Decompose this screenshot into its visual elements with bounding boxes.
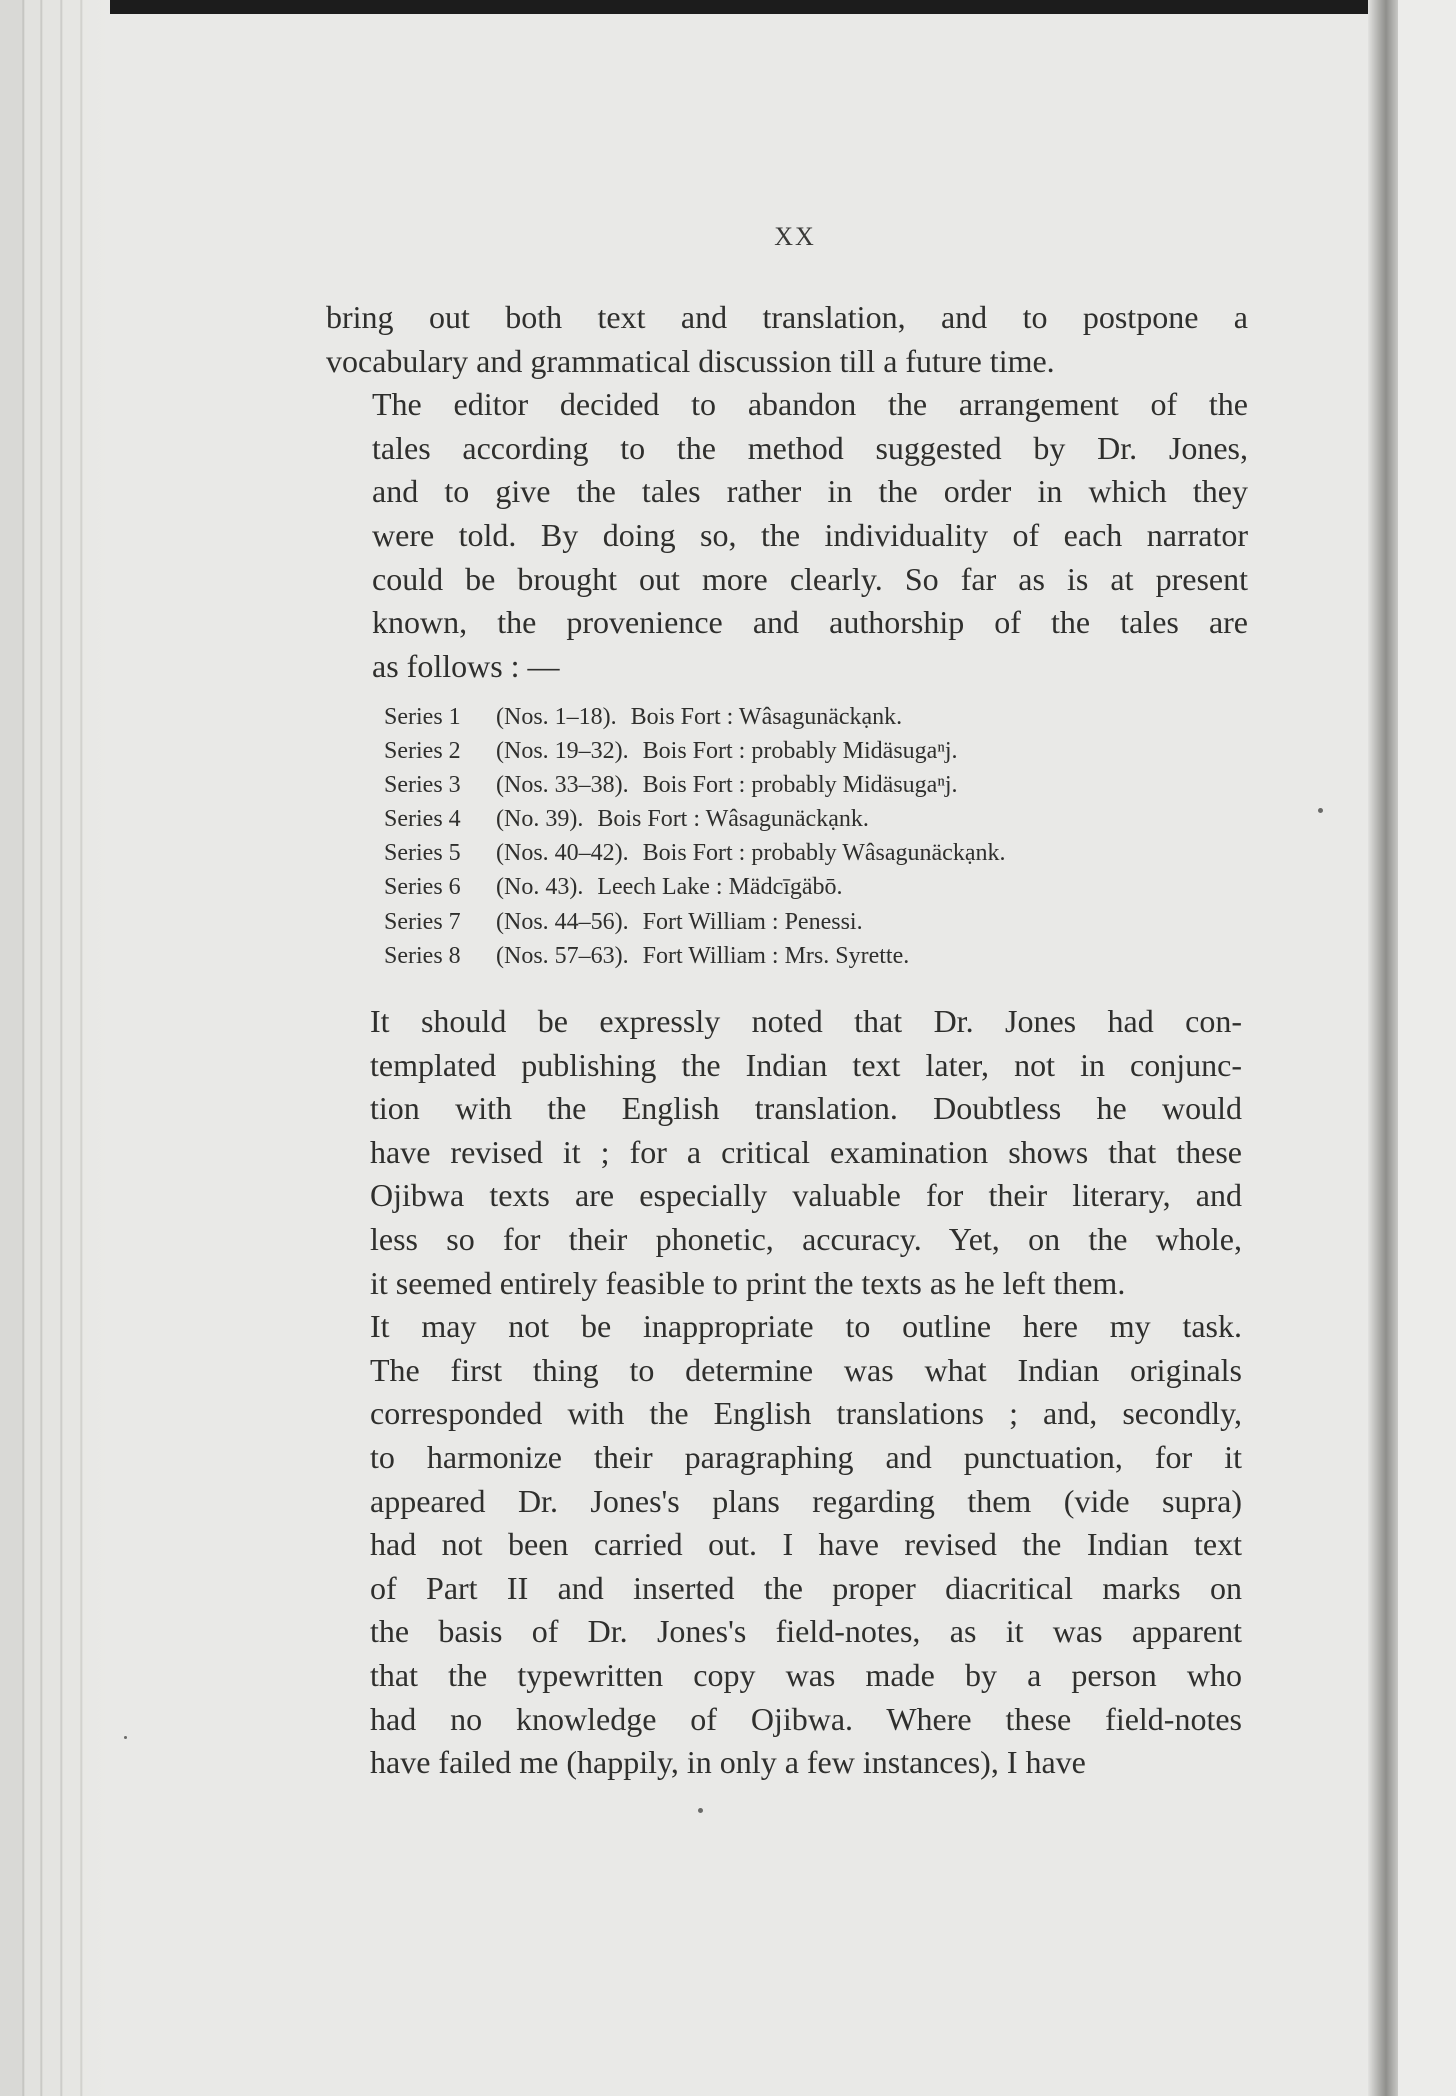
text-line: The editor decided to abandon the arrangement of the <box>372 386 1248 423</box>
series-row <box>384 905 1184 939</box>
text-line: that the typewritten copy was made by a person who <box>370 1656 1242 1693</box>
paragraph <box>326 383 1248 688</box>
series-label: Series 6 <box>384 874 461 901</box>
text-line: known, the provenience and authorship of the tales are <box>372 604 1248 641</box>
text-line: had no knowledge of Ojibwa. Where these field-notes <box>370 1700 1242 1737</box>
series-label: Series 4 <box>384 806 461 833</box>
series-row <box>384 939 1184 973</box>
text-line: bring out both text and translation, and to postpone a <box>326 299 1248 335</box>
series-numbers: (Nos. 1–18). <box>496 704 617 730</box>
text-line: templated publishing the Indian text later, not in conjunc- <box>370 1046 1242 1083</box>
text-line: appeared Dr. Jones's plans regarding them (vide supra) <box>370 1482 1242 1519</box>
paragraph <box>326 296 1248 383</box>
paragraph <box>324 1305 1242 1785</box>
text-line: it seemed entirely feasible to print the texts as he left them. <box>370 1264 1126 1301</box>
series-label: Series 5 <box>384 840 461 867</box>
series-numbers: (Nos. 19–32). <box>496 738 629 765</box>
text-line: It should be expressly noted that Dr. Jones had con- <box>370 1003 1242 1039</box>
series-row <box>384 734 1184 768</box>
series-label: Series 2 <box>384 738 461 765</box>
series-numbers: (Nos. 57–63). <box>496 942 629 969</box>
text-line: and to give the tales rather in the order in which they <box>372 473 1248 510</box>
scan-speck <box>124 1736 127 1739</box>
page-number: XX <box>774 222 816 251</box>
series-list <box>384 700 1184 973</box>
series-label: Series 3 <box>384 772 461 799</box>
series-source: Bois Fort : probably Midäsugaⁿj. <box>642 772 958 799</box>
series-source: Leech Lake : Mädcīgäbō. <box>597 874 843 901</box>
series-label: Series 7 <box>384 908 461 935</box>
text-line: less so for their phonetic, accuracy. Yet, on the whole, <box>370 1220 1242 1257</box>
body-text-bottom <box>324 1000 1242 1785</box>
text-line: as follows : — <box>372 647 560 684</box>
series-numbers: (Nos. 44–56). <box>496 908 629 935</box>
text-line: It may not be inappropriate to outline here my task. <box>370 1308 1242 1345</box>
text-line: have revised it ; for a critical examination shows that these <box>370 1133 1242 1170</box>
text-line: of Part II and inserted the proper diacritical marks on <box>370 1569 1242 1606</box>
book-gutter <box>1368 0 1398 2096</box>
text-line: could be brought out more clearly. So far as is at present <box>372 560 1248 597</box>
text-line: had not been carried out. I have revised the Indian text <box>370 1526 1242 1563</box>
text-line: the basis of Dr. Jones's field-notes, as it was apparent <box>370 1613 1242 1650</box>
text-line: have failed me (happily, in only a few instances), I have <box>370 1744 1086 1781</box>
paragraph <box>324 1000 1242 1305</box>
top-scan-edge <box>0 0 1456 14</box>
text-line: corresponded with the English translations ; and, secondly, <box>370 1395 1242 1432</box>
series-row <box>384 802 1184 836</box>
series-label: Series 8 <box>384 942 461 969</box>
series-numbers: (Nos. 33–38). <box>496 772 629 799</box>
series-numbers: (No. 43). <box>496 874 584 901</box>
series-numbers: (Nos. 40–42). <box>496 840 629 867</box>
text-line: tion with the English translation. Doubtless he would <box>370 1090 1242 1127</box>
text-line: Ojibwa texts are especially valuable for their literary, and <box>370 1177 1242 1214</box>
series-source: Fort William : Penessi. <box>642 908 863 935</box>
series-row <box>384 836 1184 870</box>
text-line: to harmonize their paragraphing and punctuation, for it <box>370 1438 1242 1475</box>
series-source: Bois Fort : Wâsagunäckạnk. <box>630 704 903 730</box>
series-source: Fort William : Mrs. Syrette. <box>642 942 910 969</box>
series-numbers: (No. 39). <box>496 806 584 833</box>
text-line: tales according to the method suggested by Dr. Jones, <box>372 429 1248 466</box>
series-source: Bois Fort : probably Wâsagunäckạnk. <box>642 840 1006 867</box>
text-line: The first thing to determine was what Indian originals <box>370 1351 1242 1388</box>
text-line: vocabulary and grammatical discussion till a future time. <box>326 342 1055 379</box>
left-page-edges <box>0 0 110 2096</box>
series-source: Bois Fort : probably Midäsugaⁿj. <box>642 738 958 765</box>
series-source: Bois Fort : Wâsagunäckạnk. <box>597 806 869 833</box>
series-row <box>384 870 1184 904</box>
facing-page-edge <box>1398 0 1456 2096</box>
scan-speck <box>698 1808 703 1813</box>
scan-speck <box>1318 808 1323 813</box>
series-row <box>384 700 1184 734</box>
text-line: were told. By doing so, the individuality of each narrator <box>372 516 1248 553</box>
series-label: Series 1 <box>384 704 461 730</box>
body-text-top <box>326 296 1248 688</box>
series-row <box>384 768 1184 802</box>
